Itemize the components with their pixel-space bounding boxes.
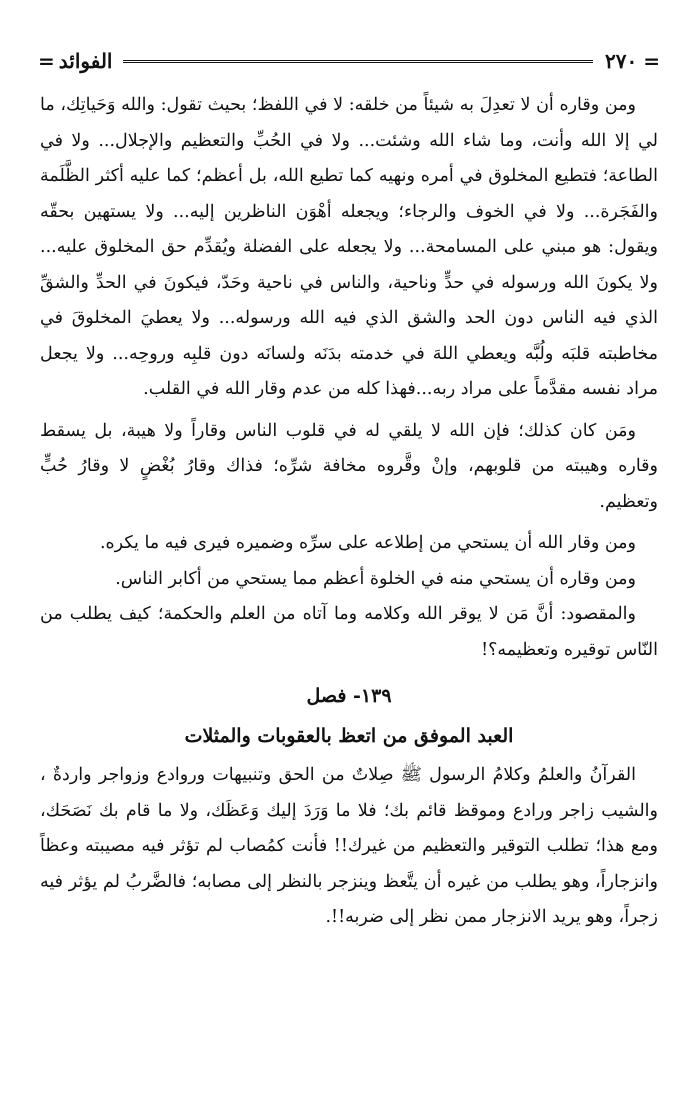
page-number: ٢٧٠ (605, 49, 638, 73)
paragraph-respect-of-god: ومن وقاره أن لا تعدِلَ به شيئاً من خلقه: لا في اللفظ؛ بحيث تقول: والله وَحَياتِك، ما لي إلا الله وأنت، وما شاء الله وشئت... ولا في الحُبِّ والتعظيم والإجلال... ولا في الطاعة؛ فتطيع المخلوق في أمره ونهيه كما تطيع الله، بل أعظم؛ كما عليه أكثر الظَّلَمة والفَجَرة... ولا في الخوف والرجاء؛ ويجعله أهْوَن الناظرين إليه... ولا يستهين بحقّه ويقول: هو مبني على المسامحة... ولا يجعله على الفضلة ويُقدِّم حق المخلوق عليه... ولا يكونَ الله ورسوله في حدٍّ وناحية، والناس في ناحية وحَدّ، فيكونَ في الحدِّ والشقِّ الذي فيه الناس دون الحد والشق الذي فيه الله ورسوله... ولا يعطيَ المخلوقَ في مخاطبته قلبَه ولُبَّه ويعطي اللهَ في خدمته بدَنَه ولسانَه دون قلبِه وروحِه... ولا يجعل مراد نفسه مقدَّماً على مراد ربه...فهذا كله من عدم وقار الله في القلب. (40, 95, 658, 399)
paragraph-conclusion: والمقصود: أنَّ مَن لا يوقر الله وكلامه وما آتاه من العلم والحكمة؛ كيف يطلب من النّاس توقيره وتعظيمه؟! (40, 604, 658, 660)
page-body (40, 88, 658, 936)
paragraph-consequence: ومَن كان كذلك؛ فإن الله لا يلقي له في قلوب الناس وقاراً ولا هيبة، بل يسقط وقاره وهيبته من قلوبهم، وإنْ وقَّروه مخافة شرِّه؛ فذاك وقارُ بُغْضٍ لا وقارُ حُبٍّ وتعظيم. (40, 420, 658, 512)
header-rule (123, 60, 594, 63)
page-header (38, 44, 660, 78)
running-title: الفوائد (58, 49, 113, 73)
header-dash-left: = (38, 49, 55, 73)
section-number: ١٣٩- فصل (306, 685, 392, 707)
section-title: العبد الموفق من اتعظ بالعقوبات والمثلات (184, 725, 514, 747)
paragraph-admonitions: القرآنُ والعلمُ وكلامُ الرسول ﷺ صِلاتٌ من الحق وتنبيهات وروادع وزواجر واردةٌ ، والشيب زاجر ورادع وموقظ قائم بك؛ فلا ما وَرَدَ إليك وَعَظَك، ولا ما قام بك نَصَحَك، ومع هذا؛ تطلب التوقير والتعظيم من غيرك!! فأنت كمُصاب لم تؤثر فيه مصيبته وعظاً وانزجاراً، وهو يطلب من غيره أن يتَّعظ وينزجر بالنظر إلى مصابه؛ فالضَّربُ لم يؤثر فيه زجراً، وهو يريد الانزجار ممن نظر إلى ضربه!!. (40, 765, 658, 927)
paragraph-privacy: ومن وقاره أن يستحي منه في الخلوة أعظم مما يستحي من أكابر الناس. (115, 568, 636, 589)
paragraph-modesty: ومن وقار الله أن يستحي من إطلاعه على سرِّه وضميره فيرى فيه ما يكره. (99, 533, 636, 553)
header-dash-right: = (643, 49, 660, 73)
